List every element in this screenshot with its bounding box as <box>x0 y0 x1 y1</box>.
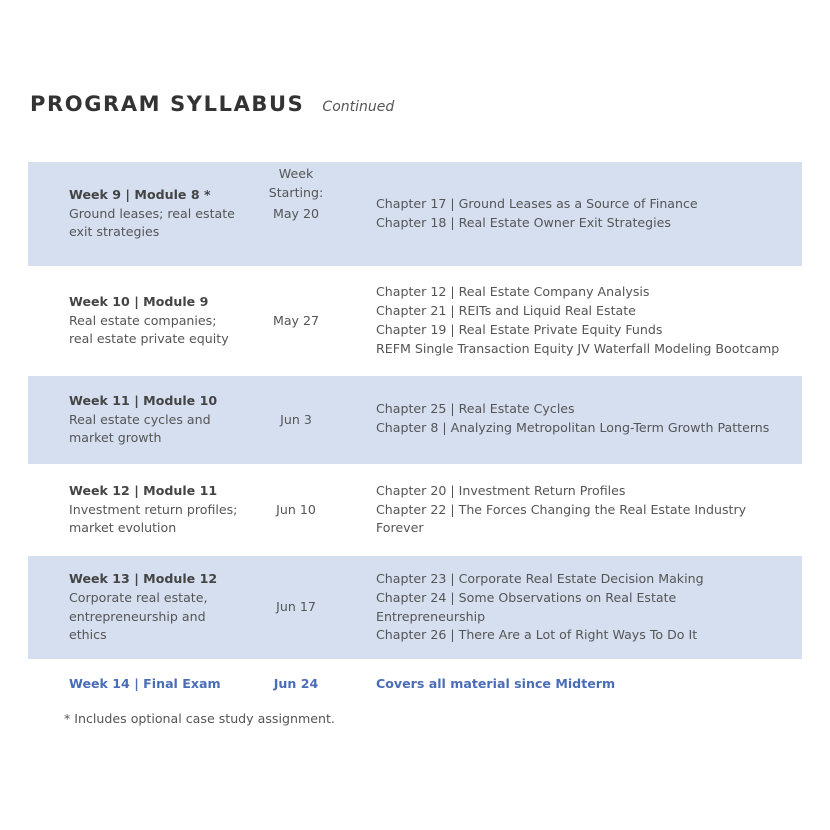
final-exam-date: Jun 24 <box>273 675 319 691</box>
week-cell <box>69 556 259 659</box>
chapter-line: Chapter 23 | Corporate Real Estate Decision Making <box>376 570 704 586</box>
page-title: PROGRAM SYLLABUS <box>30 92 305 116</box>
chapter-line: Chapter 26 | There Are a Lot of Right Ways To Do It <box>376 627 698 643</box>
syllabus-row-week-12 <box>28 464 802 556</box>
week-description-line: Corporate real estate, <box>69 589 208 605</box>
week-start-date: May 27 <box>272 312 320 328</box>
date-label-line: Week <box>278 166 314 181</box>
chapter-line: Chapter 21 | REITs and Liquid Real Estate <box>376 303 636 319</box>
chapter-line: Forever <box>376 520 424 536</box>
chapters-cell <box>376 464 796 556</box>
week-description-line: market evolution <box>69 520 177 536</box>
week-description-line: Ground leases; real estate <box>69 205 235 221</box>
date-cell <box>261 266 331 376</box>
syllabus-row-week-11 <box>28 376 802 464</box>
chapter-line: Chapter 24 | Some Observations on Real Estate <box>376 589 677 605</box>
week-start-date: Jun 3 <box>280 411 312 427</box>
final-exam-week: Week 14 | Final Exam <box>69 675 221 691</box>
final-exam-coverage: Covers all material since Midterm <box>376 675 616 691</box>
week-title: Week 10 | Module 9 <box>69 293 209 309</box>
chapters-cell <box>376 376 796 464</box>
week-start-date: Jun 10 <box>276 501 316 517</box>
week-description-line: entrepreneurship and <box>69 608 206 624</box>
footnote: * Includes optional case study assignment. <box>64 711 335 726</box>
week-cell <box>69 162 259 266</box>
week-cell <box>69 266 259 376</box>
week-start-date: Jun 17 <box>276 599 316 615</box>
week-description-line: real estate private equity <box>69 331 229 347</box>
syllabus-row-final-exam <box>28 659 802 709</box>
chapters-cell <box>376 556 796 659</box>
chapter-line: Chapter 22 | The Forces Changing the Real Estate Industry <box>376 501 747 517</box>
week-description-line: exit strategies <box>69 224 160 240</box>
chapters-cell <box>376 266 796 376</box>
chapter-line: Chapter 18 | Real Estate Owner Exit Strategies <box>376 215 671 230</box>
week-title: Week 13 | Module 12 <box>69 570 218 586</box>
week-start-date: May 20 <box>272 205 320 221</box>
week-description-line: Investment return profiles; <box>69 501 238 517</box>
week-description-line: Real estate companies; <box>69 312 217 328</box>
week-title: Week 9 | Module 8 * <box>69 186 211 202</box>
syllabus-row-week-9 <box>28 162 802 266</box>
chapter-line: Chapter 17 | Ground Leases as a Source of Finance <box>376 196 698 212</box>
week-description-line: ethics <box>69 627 107 643</box>
chapters-cell <box>376 162 796 266</box>
week-cell <box>69 376 259 464</box>
chapter-line: Entrepreneurship <box>376 608 486 624</box>
week-title: Week 12 | Module 11 <box>69 482 218 498</box>
date-cell <box>261 464 331 556</box>
chapter-line: Chapter 19 | Real Estate Private Equity Funds <box>376 322 663 337</box>
chapter-line: Chapter 8 | Analyzing Metropolitan Long-Term Growth Patterns <box>376 419 770 435</box>
date-label-line: Starting: <box>268 184 324 200</box>
week-description-line: Real estate cycles and <box>69 411 211 427</box>
date-cell <box>261 162 331 266</box>
chapter-line: Chapter 20 | Investment Return Profiles <box>376 482 626 498</box>
page-header <box>30 92 394 116</box>
page-subtitle: Continued <box>322 99 395 115</box>
chapter-line: Chapter 25 | Real Estate Cycles <box>376 401 575 416</box>
week-cell <box>69 464 259 556</box>
date-cell <box>261 376 331 464</box>
week-title: Week 11 | Module 10 <box>69 392 218 408</box>
syllabus-table <box>28 162 802 709</box>
week-description-line: market growth <box>69 430 162 446</box>
chapter-line: REFM Single Transaction Equity JV Waterfall Modeling Bootcamp <box>376 340 780 356</box>
date-cell <box>261 556 331 659</box>
syllabus-row-week-10 <box>28 266 802 376</box>
chapter-line: Chapter 12 | Real Estate Company Analysis <box>376 284 650 300</box>
syllabus-row-week-13 <box>28 556 802 659</box>
